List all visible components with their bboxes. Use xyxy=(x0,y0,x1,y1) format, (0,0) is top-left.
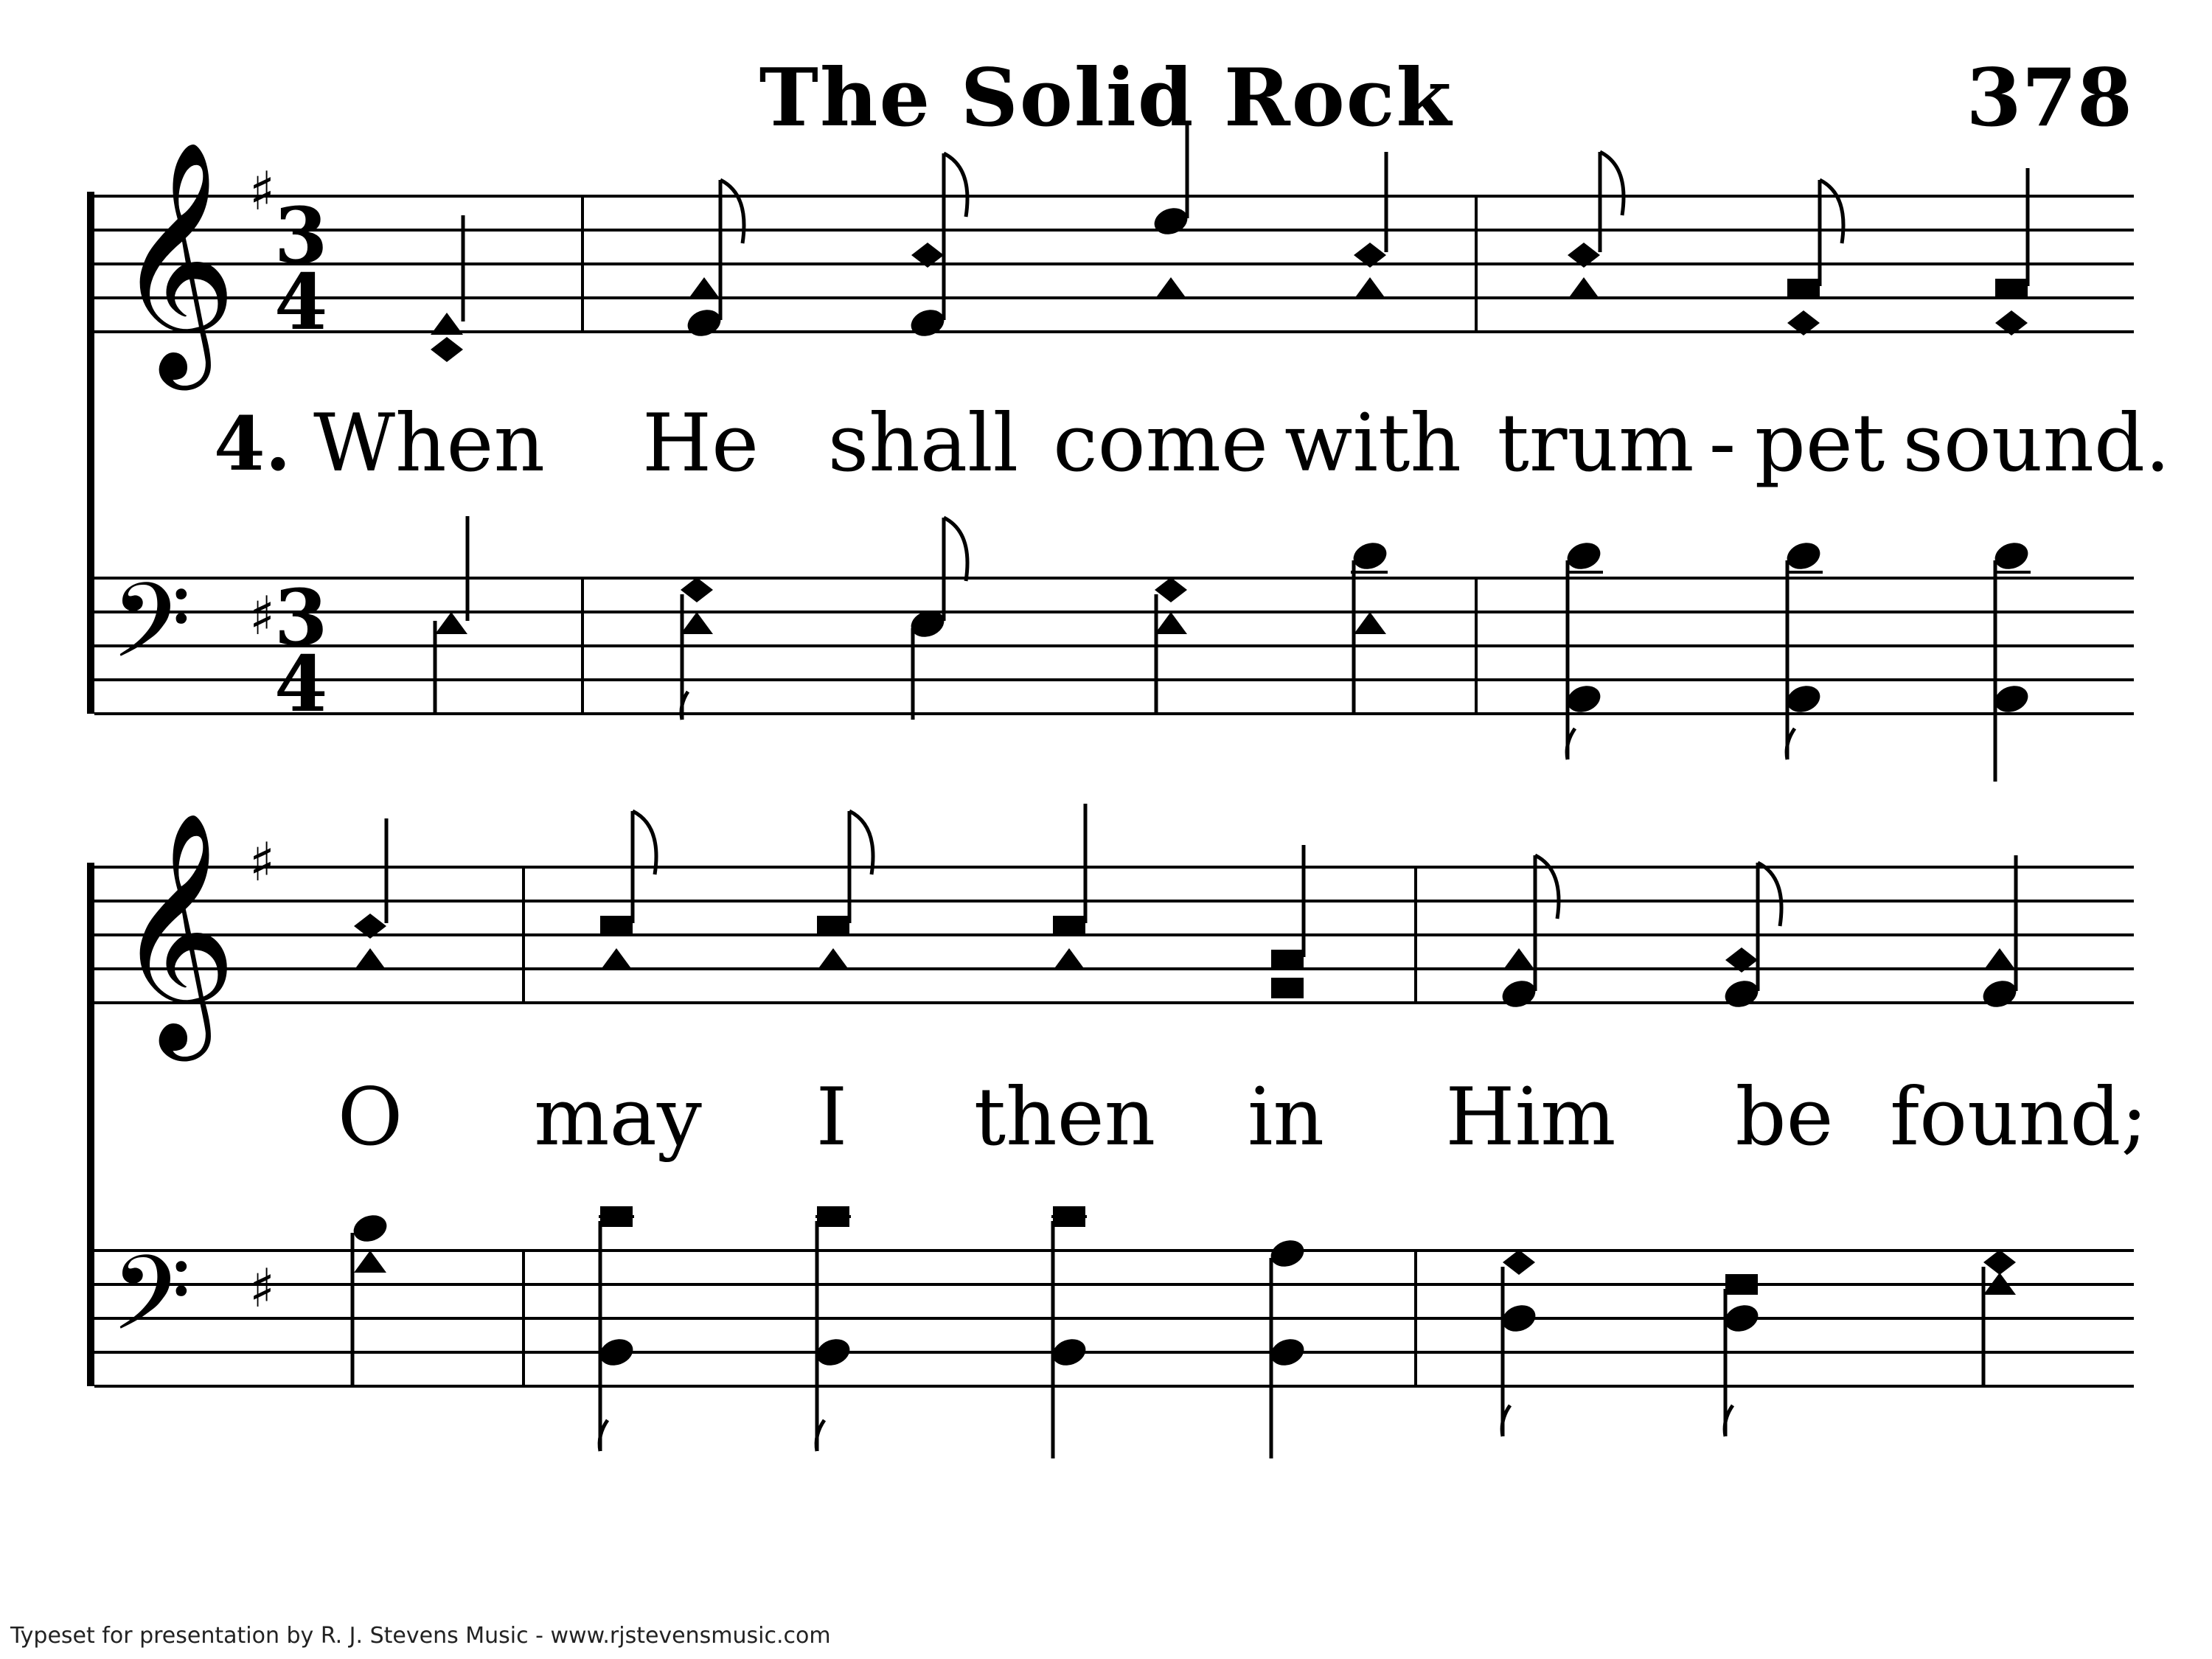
lyric-syllable: pet xyxy=(1754,397,1885,490)
lyric-syllable: may xyxy=(534,1071,702,1164)
time-sig-top: 3 xyxy=(274,572,328,663)
treble-clef: 𝄞 xyxy=(115,139,237,380)
lyric-syllable: Him xyxy=(1445,1071,1616,1164)
sharp-sign: ♯ xyxy=(249,831,275,893)
sharp-sign: ♯ xyxy=(249,585,275,647)
hymn-title: The Solid Rock xyxy=(759,52,1453,145)
bass-clef: 𝄢 xyxy=(111,561,192,707)
lyric-syllable: sound. xyxy=(1902,397,2171,490)
lyric-syllable: in xyxy=(1247,1071,1325,1164)
lyric-syllable: I xyxy=(815,1071,848,1164)
bass-notes-1 xyxy=(435,516,2031,782)
lyric-syllable: with xyxy=(1284,397,1461,490)
lyric-syllable: O xyxy=(337,1071,403,1164)
sharp-sign: ♯ xyxy=(249,160,275,222)
lyric-syllable: shall xyxy=(827,397,1019,490)
treble-notes-2 xyxy=(354,804,2020,1012)
treble-clef: 𝄞 xyxy=(115,810,237,1051)
time-sig-top: 3 xyxy=(274,190,328,281)
lyric-syllable: trum xyxy=(1497,397,1694,490)
time-sig-bottom: 4 xyxy=(274,639,328,729)
lyric-syllable: come xyxy=(1053,397,1268,490)
lyric-syllable: then xyxy=(973,1071,1156,1164)
bass-staff-1 xyxy=(94,578,2134,714)
hymn-number: 378 xyxy=(1966,52,2132,145)
bass-clef: 𝄢 xyxy=(111,1234,192,1380)
time-sig-bottom: 4 xyxy=(274,257,328,347)
bass-notes-2 xyxy=(350,1206,2016,1458)
lyric-syllable: He xyxy=(641,397,759,490)
lyric-syllable: be xyxy=(1735,1071,1834,1164)
treble-staff-2 xyxy=(94,867,2134,1003)
sharp-sign: ♯ xyxy=(249,1257,275,1319)
bass-staff-2 xyxy=(94,1251,2134,1386)
typeset-credit: Typeset for presentation by R. J. Stevens Music - www.rjstevensmusic.com xyxy=(10,1623,831,1649)
lyric-syllable: When xyxy=(313,397,546,490)
treble-notes-1 xyxy=(431,124,2028,362)
lyric-syllable: found; xyxy=(1890,1071,2148,1164)
lyric-hyphen: - xyxy=(1708,397,1736,490)
treble-staff-1 xyxy=(94,196,2134,332)
verse-number: 4. xyxy=(214,400,291,487)
